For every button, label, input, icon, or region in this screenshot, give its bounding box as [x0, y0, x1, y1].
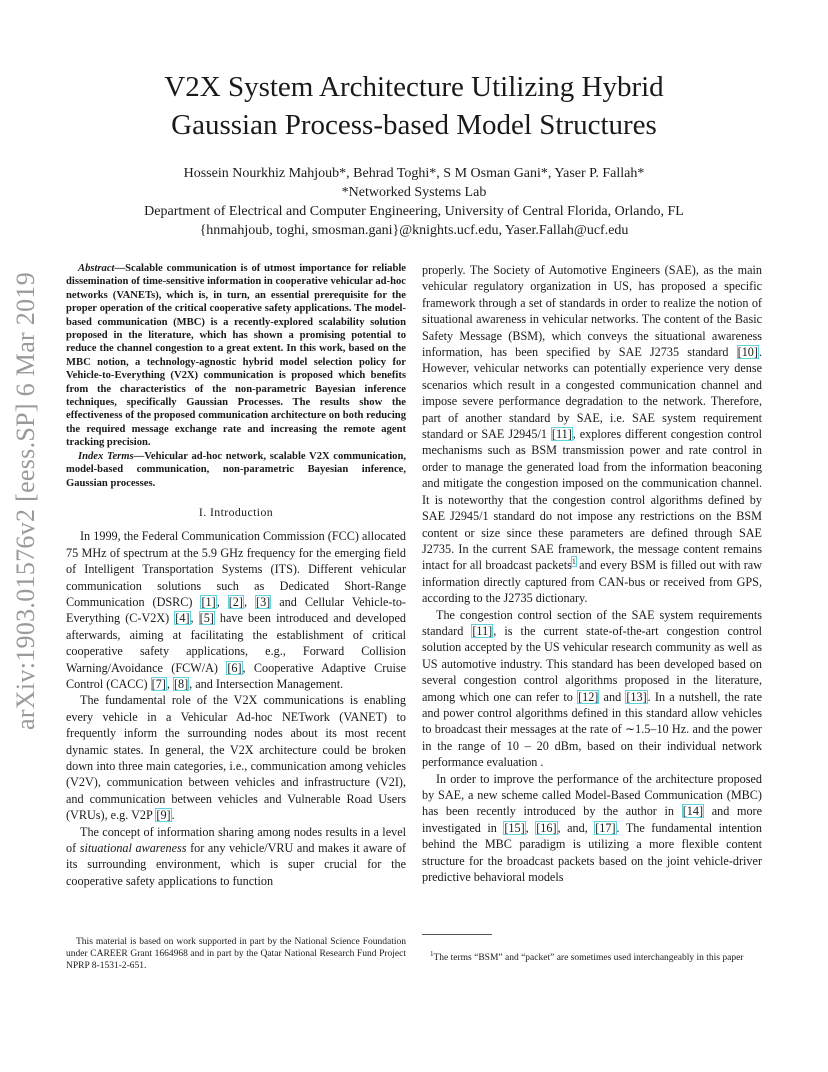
- right-column: [422, 262, 762, 885]
- title-line-1: V2X System Architecture Utilizing Hybrid: [164, 71, 664, 103]
- citation-link[interactable]: [5]: [199, 611, 214, 626]
- index-terms-label: Index Terms: [78, 450, 134, 462]
- section-heading-introduction: I. Introduction: [198, 504, 274, 519]
- text-run: In order to improve the performance of the architecture proposed by SAE, a new scheme called Model-Based Communication (MBC) has been recently introduced by the author in: [422, 771, 762, 819]
- citation-link[interactable]: [13]: [626, 689, 647, 704]
- left-column: [66, 262, 406, 889]
- footnote-marker[interactable]: 1: [571, 557, 576, 567]
- citation-link[interactable]: [3]: [256, 594, 271, 609]
- citation-link[interactable]: [9]: [156, 808, 171, 823]
- bsm-footnote: [422, 948, 762, 964]
- citation-link[interactable]: [10]: [737, 345, 758, 360]
- text-run: . However, vehicular networks can potentially experience very dense scenarios which result in a congested communication channel and impose severe performance degradation to the network. Therefore, part of another standard by SAE, i.e. SAE system requirement standard or SAE J2945/1: [422, 345, 762, 442]
- intro-paragraph-6: [422, 771, 762, 886]
- footnote-number: 1: [430, 950, 434, 958]
- paper-title: [60, 68, 768, 144]
- text-run: .: [171, 808, 175, 823]
- text-run: , explores different congestion control mechanisms such as BSM transmission power and rate control in order to manage the generated load from the information beaconing and mitigate the congestion imposed on the communication channel. It is noteworthy that the congestion control algorithms defined by SAE J2945/1 standard do not impose any restrictions on the BSM content or size since these parameters are defined through SAE J2735. In the current SAE framework, the message content remains intact for all broadcast packets: [422, 427, 762, 573]
- text-run: . In a nutshell, the rate and power control algorithms defined in this standard allow vehicles to broadcast their messages at the rate of ∼1.5–10 Hz. and the power in the range of 10 – 20 dBm, based on their individual network performance evaluation .: [422, 689, 762, 770]
- author-lab: *Networked Systems Lab: [341, 185, 487, 200]
- citation-link[interactable]: [17]: [595, 820, 616, 835]
- citation-link[interactable]: [2]: [228, 594, 243, 609]
- intro-paragraph-4: [422, 262, 762, 607]
- footnote-text: The terms “BSM” and “packet” are sometimes used interchangeably in this paper: [433, 953, 744, 964]
- abstract-label: Abstract: [78, 263, 115, 274]
- citation-link[interactable]: [16]: [536, 820, 557, 835]
- citation-link[interactable]: [7]: [151, 676, 166, 691]
- index-terms-text: —Vehicular ad-hoc network, scalable V2X communication, model-based communication, non-parametric Bayesian inference, Gaussian processes.: [66, 450, 406, 489]
- index-terms: [66, 450, 406, 490]
- text-run: for any vehicle/VRU and makes it aware of its surrounding environment, which is super crucial for the cooperative safety applications to function: [66, 841, 407, 888]
- text-run: ,: [243, 594, 256, 609]
- text-run: ,: [166, 676, 173, 691]
- text-run: have been introduced and developed afterwards, aiming at facilitating the establishment of critical cooperative safety applications, e.g., Forward Collision Warning/Avoidance (FCW/A): [66, 611, 407, 675]
- arxiv-identifier[interactable]: arXiv:1903.01576v2 [eess.SP] 6 Mar 2019: [11, 272, 40, 730]
- text-run: The concept of information sharing among nodes results in a level of: [66, 824, 406, 856]
- text-run: The fundamental role of the V2X communications is enabling every vehicle in a Vehicular Ad-hoc NETwork (VANET) to frequently inform the surrounding nodes about its most recent dynamic states. In general, the V2X architecture could be broken down into three main categories, i.e., communication among vehicles (V2V), communication between vehicles and infrastructure (V2I), and communication between vehicles and Vulnerable Road Users (VRUs), e.g. V2P: [66, 693, 406, 823]
- citation-link[interactable]: [8]: [173, 676, 189, 691]
- text-run: In 1999, the Federal Communication Commission (FCC) allocated 75 MHz of spectrum at the 5.9 GHz frequency for the emerging field of Intelligent Transportation Systems (ITS). Different vehicular communication solutions such as Dedicated Short-Range Communication (DSRC): [66, 529, 406, 609]
- author-emails: {hnmahjoub, toghi, smosman.gani}@knights.ucf.edu, Yaser.Fallah@ucf.edu: [199, 223, 629, 238]
- intro-paragraph-2: [66, 692, 406, 823]
- author-block: [60, 164, 768, 240]
- text-run: , Cooperative Adaptive Cruise Control (CACC): [66, 660, 406, 691]
- citation-link[interactable]: [14]: [682, 804, 704, 819]
- arxiv-side-stamp: [6, 252, 46, 750]
- footnote-divider: [422, 934, 492, 935]
- text-run: and: [599, 689, 626, 704]
- intro-paragraph-1: [66, 528, 406, 692]
- text-run: . The fundamental intention behind the MBC paradigm is utilizing a more flexible content structure for the broadcast packets based on the joint vehicle-driver predictive behavioral models: [422, 820, 762, 885]
- citation-link[interactable]: [15]: [504, 820, 525, 835]
- emphasis-text: situational awareness: [79, 841, 187, 856]
- citation-link[interactable]: [6]: [227, 660, 242, 675]
- abstract: [66, 262, 406, 450]
- citation-link[interactable]: [1]: [201, 594, 216, 609]
- text-run: , and Intersection Management.: [189, 676, 344, 691]
- text-run: ,: [525, 820, 536, 835]
- text-run: ,: [190, 611, 199, 626]
- funding-footnote: This material is based on work supported in part by the National Science Foundation under CAREER Grant 1664968 and in part by the Qatar National Research Fund Project NPRP 8-1531-2-651.: [66, 937, 406, 971]
- citation-link[interactable]: [12]: [578, 689, 599, 704]
- text-run: The congestion control section of the SAE system requirements standard: [422, 607, 762, 638]
- text-run: ,: [216, 594, 228, 609]
- intro-paragraph-3: [66, 824, 406, 890]
- text-run: properly. The Society of Automotive Engineers (SAE), as the main vehicular regulatory organization in US, has proposed a specific framework through a set of standards in order to realize the notion of situational awareness in vehicular networks. The content of the Basic Safety Message (BSM), which conveys the situational awareness information, has been specified by SAE J2735 standard: [422, 263, 762, 360]
- text-run: and every BSM is filled out with raw information directly captured from CAN-bus or received from GPS, according to the J2735 dictionary.: [422, 558, 762, 606]
- text-run: and more investigated in: [422, 804, 763, 835]
- citation-link[interactable]: [11]: [472, 623, 493, 638]
- author-names: Hossein Nourkhiz Mahjoub*, Behrad Toghi*, S M Osman Gani*, Yaser P. Fallah*: [183, 166, 645, 181]
- text-run: and Cellular Vehicle-to-Everything (C-V2X): [66, 594, 406, 626]
- text-run: , and,: [557, 820, 595, 835]
- abstract-text: —Scalable communication is of utmost importance for reliable dissemination of time-sensitive information in cooperative vehicular ad-hoc networks (VANETs), which is, in turn, an essential prerequisite for the proper operation of the critical cooperative safety applications. The model-based communication (MBC) is a recently-explored scalability solution proposed in the literature, which has shown a promising potential to reduce the channel congestion to a great extent. In this work, based on the MBC notion, a technology-agnostic hybrid model selection policy for Vehicle-to-Everything (V2X) communication is proposed which benefits from the characteristics of the non-parametric Bayesian inference techniques, specifically Gaussian Processes. The results show the effectiveness of the proposed communication architecture on both reducing the required message exchange rate and increasing the remote agent tracking precision.: [66, 263, 406, 449]
- author-department: Department of Electrical and Computer Engineering, University of Central Florida, Orlando, FL: [144, 204, 684, 219]
- citation-link[interactable]: [11]: [551, 427, 572, 442]
- intro-paragraph-5: [422, 607, 762, 771]
- title-line-2: Gaussian Process-based Model Structures: [171, 109, 657, 141]
- citation-link[interactable]: [4]: [175, 611, 190, 626]
- text-run: , is the current state-of-the-art congestion control solution accepted by the US vehicular research community as well as US automotive industry. This standard has been developed based on several congestion control algorithms proposed in the literature, among which one can refer to: [422, 623, 762, 704]
